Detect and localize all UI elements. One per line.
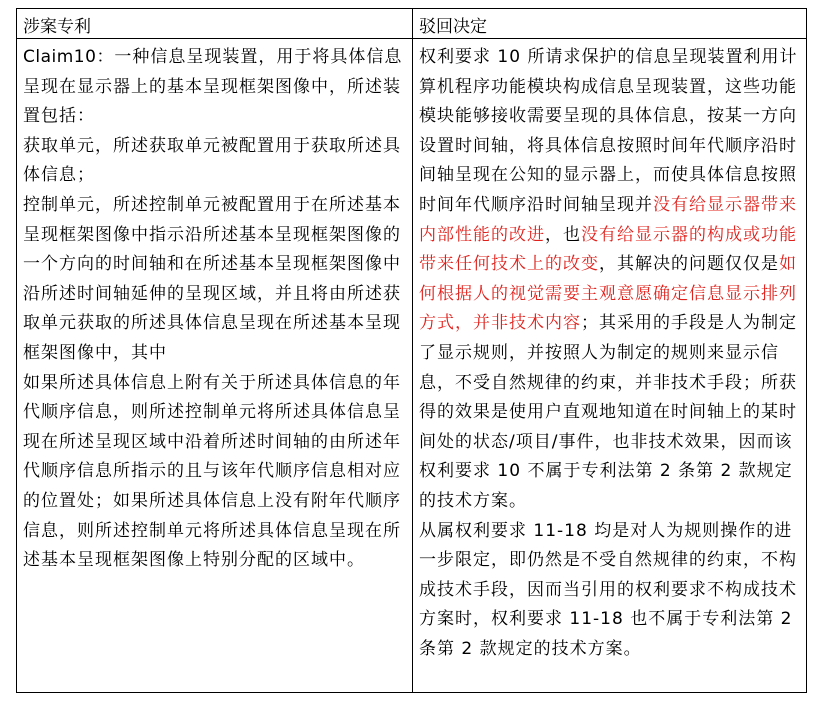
claim-id: Claim10	[23, 47, 97, 67]
decision-text: ；其采用的手段是人为制定了显示规则，并按照人为制定的规则来显示信息，不受自然规律的约束，并非技术手段；所获得的效果是使用户直观地知道在时间轴上的某时间处的状态/项目/事件，也非技术效果，因而该权利要求 10 不属于专利法第 2 条第 2 款规定的技术方案。	[419, 313, 797, 511]
claim-preamble: ：一种信息呈现装置，用于将具体信息呈现在显示器上的基本呈现框架图像中，所述装置包括：	[23, 47, 403, 127]
claim-acquisition-unit: 获取单元，所述获取单元被配置用于获取所述具体信息；	[23, 135, 401, 186]
dependent-claims-paragraph: 从属权利要求 11-18 均是对人为规则操作的进一步限定，即仍然是不受自然规律的约束，不构成技术手段，因而当引用的权利要求不构成技术方案时，权利要求 11-18 也不属于专利法第 2 条第 2 款规定的技术方案。	[419, 520, 797, 659]
decision-text: ，其解决的问题仅仅是	[599, 254, 779, 275]
content-row	[17, 39, 807, 693]
header-row	[17, 9, 807, 39]
claim-control-unit: 控制单元，所述控制单元被配置用于在所述基本呈现框架图像中指示沿所述基本呈现框架图像的一个方向的时间轴和在所述基本呈现框架图像中沿所述时间轴延伸的呈现区域，并且将由所述获取单元获取的所述具体信息呈现在所述基本呈现框架图像中，其中	[23, 194, 401, 363]
claim-intro-paragraph	[23, 43, 406, 132]
decision-text: 权利要求 10 所请求保护的信息呈现装置利用计算机程序功能模块构成信息呈现装置，这些功能模块能够接收需要呈现的具体信息，按某一方向设置时间轴，将具体信息按照时间年代顺序沿时间轴呈现在公知的显示器上，而使具体信息按照时间年代顺序沿时间轴呈现并	[419, 47, 798, 215]
decision-text-cell	[413, 39, 807, 693]
claim-text-cell	[17, 39, 413, 693]
decision-text: ，也	[545, 224, 581, 245]
claim-condition: 如果所述具体信息上附有关于所述具体信息的年代顺序信息，则所述控制单元将所述具体信息呈现在所述呈现区域中沿着所述时间轴的由所述年代顺序信息所指示的且与该年代顺序信息相对应的位置处；如果所述具体信息上没有附年代顺序信息，则所述控制单元将所述具体信息呈现在所述基本呈现框架图像上特别分配的区域中。	[23, 372, 401, 571]
highlight-no-performance-improvement: 没有给显示器带来内部性能的改进	[419, 194, 797, 245]
highlight-non-technical-problem: 如何根据人的视觉需要主观意愿确定信息显示排列方式，并非技术内容	[419, 254, 797, 334]
comparison-table	[16, 8, 807, 693]
decision-paragraph	[419, 43, 800, 517]
highlight-no-technical-change: 没有给显示器的构成或功能带来任何技术上的改变	[419, 224, 797, 275]
header-rejection-decision: 驳回决定	[413, 9, 807, 39]
header-involved-patent: 涉案专利	[17, 9, 413, 39]
